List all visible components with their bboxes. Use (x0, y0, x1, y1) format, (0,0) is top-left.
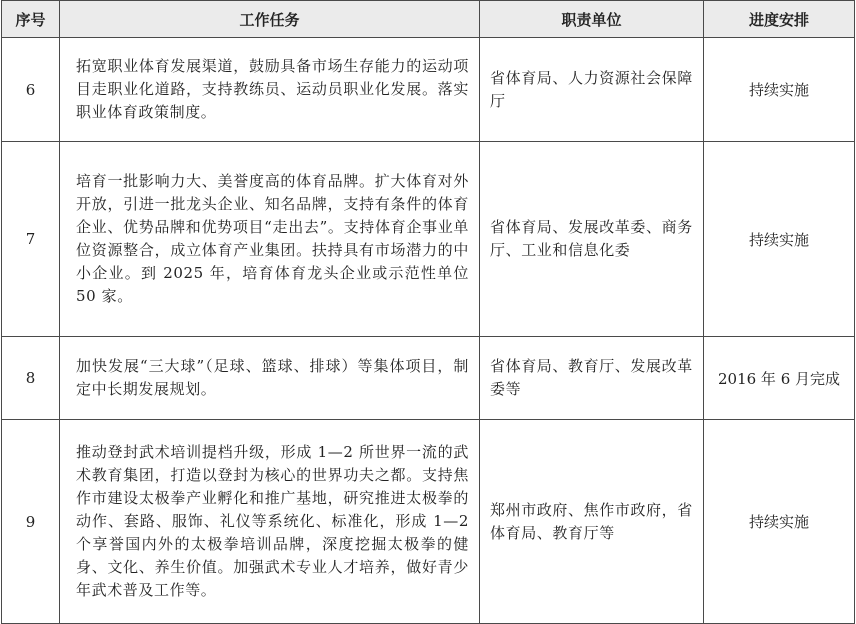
row-schedule: 2016 年 6 月完成 (704, 337, 855, 420)
row-seq: 9 (2, 420, 60, 624)
table-row (2, 337, 855, 420)
table-row (2, 142, 855, 337)
header-seq: 序号 (2, 1, 60, 38)
task-table (1, 0, 855, 624)
header-row (2, 1, 855, 38)
row-unit: 省体育局、人力资源社会保障厅 (480, 38, 704, 142)
row-schedule: 持续实施 (704, 420, 855, 624)
header-schedule: 进度安排 (704, 1, 855, 38)
header-task: 工作任务 (60, 1, 480, 38)
row-unit: 郑州市政府、焦作市政府，省体育局、教育厅等 (480, 420, 704, 624)
row-task: 培育一批影响力大、美誉度高的体育品牌。扩大体育对外开放，引进一批龙头企业、知名品牌，支持有条件的体育企业、优势品牌和优势项目“走出去”。支持体育企事业单位资源整合，成立体育产业集团。扶持具有市场潜力的中小企业。到 2025 年，培育体育龙头企业或示范性单位 50 家。 (60, 142, 480, 337)
table-row (2, 38, 855, 142)
row-schedule: 持续实施 (704, 38, 855, 142)
row-task: 加快发展“三大球”（足球、篮球、排球）等集体项目，制定中长期发展规划。 (60, 337, 480, 420)
row-task: 拓宽职业体育发展渠道，鼓励具备市场生存能力的运动项目走职业化道路，支持教练员、运动员职业化发展。落实职业体育政策制度。 (60, 38, 480, 142)
header-unit: 职责单位 (480, 1, 704, 38)
row-seq: 8 (2, 337, 60, 420)
row-task: 推动登封武术培训提档升级，形成 1—2 所世界一流的武术教育集团，打造以登封为核心的世界功夫之都。支持焦作市建设太极拳产业孵化和推广基地，研究推进太极拳的动作、套路、服饰、礼仪等系统化、标准化，形成 1—2 个享誉国内外的太极拳培训品牌，深度挖掘太极拳的健身、文化、养生价值。加强武术专业人才培养，做好青少年武术普及工作等。 (60, 420, 480, 624)
row-schedule: 持续实施 (704, 142, 855, 337)
row-seq: 6 (2, 38, 60, 142)
row-seq: 7 (2, 142, 60, 337)
row-unit: 省体育局、教育厅、发展改革委等 (480, 337, 704, 420)
row-unit: 省体育局、发展改革委、商务厅、工业和信息化委 (480, 142, 704, 337)
